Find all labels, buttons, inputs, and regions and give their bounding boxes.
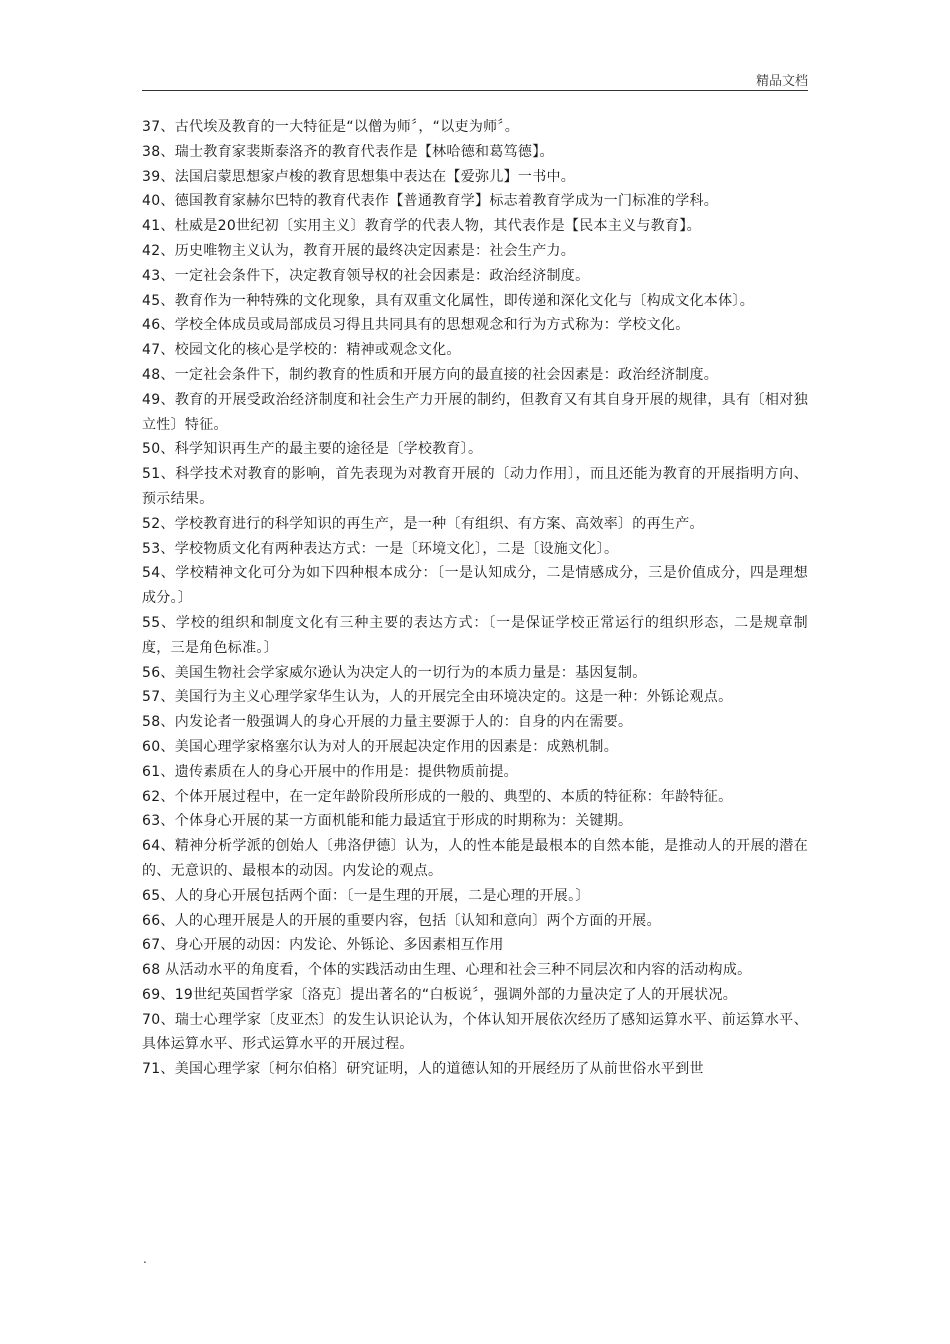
list-item: 46、学校全体成员或局部成员习得且共同具有的思想观念和行为方式称为：学校文化。 [142,317,690,334]
list-item: 54、学校精神文化可分为如下四种根本成分：〔一是认知成分，二是情感成分，三是价值成分，四是理想成分。〕 [142,565,808,607]
list-item: 43、一定社会条件下，决定教育领导权的社会因素是：政治经济制度。 [142,267,590,284]
list-item: 38、瑞士教育家裴斯泰洛齐的教育代表作是【林哈德和葛笃德】。 [142,143,554,160]
list-item: 62、个体开展过程中，在一定年龄阶段所形成的一般的、典型的、本质的特征称：年龄特征。 [142,788,733,805]
list-item: 69、19世纪英国哲学家〔洛克〕提出著名的“白板说〞，强调外部的力量决定了人的开展状况。 [142,986,738,1003]
list-item: 55、学校的组织和制度文化有三种主要的表达方式：〔一是保证学校正常运行的组织形态，二是规章制度，三是角色标准。〕 [142,614,808,656]
list-item: 39、法国启蒙思想家卢梭的教育思想集中表达在【爱弥儿】一书中。 [142,168,576,185]
list-item: 61、遗传素质在人的身心开展中的作用是：提供物质前提。 [142,763,518,780]
list-item: 41、杜威是20世纪初〔实用主义〕教育学的代表人物，其代表作是【民本主义与教育】。 [142,218,701,235]
list-item: 42、历史唯物主义认为，教育开展的最终决定因素是：社会生产力。 [142,242,576,259]
list-item: 70、瑞士心理学家〔皮亚杰〕的发生认识论认为，个体认知开展依次经历了感知运算水平、前运算水平、具体运算水平、形式运算水平的开展过程。 [142,1011,808,1053]
page-footer-mark: . [143,1252,147,1266]
list-item: 56、美国生物社会学家威尔逊认为决定人的一切行为的本质力量是：基因复制。 [142,664,647,681]
list-item: 63、个体身心开展的某一方面机能和能力最适宜于形成的时期称为：关键期。 [142,813,633,830]
list-item: 47、校园文化的核心是学校的：精神或观念文化。 [142,342,461,359]
list-item: 58、内发论者一般强调人的身心开展的力量主要源于人的：自身的内在需要。 [142,714,633,731]
list-item: 57、美国行为主义心理学家华生认为，人的开展完全由环境决定的。这是一种：外铄论观点。 [142,689,733,706]
list-item: 52、学校教育进行的科学知识的再生产，是一种〔有组织、有方案、高效率〕的再生产。 [142,515,704,532]
list-item: 50、科学知识再生产的最主要的途径是〔学校教育〕。 [142,441,483,458]
list-item: 68 从活动水平的角度看，个体的实践活动由生理、心理和社会三种不同层次和内容的活动构成。 [142,962,752,979]
list-item: 65、人的身心开展包括两个面：〔一是生理的开展，二是心理的开展。〕 [142,887,590,904]
list-item: 40、德国教育家赫尔巴特的教育代表作【普通教育学】标志着教育学成为一门标准的学科。 [142,193,719,210]
list-item: 67、身心开展的动因：内发论、外铄论、多因素相互作用 [142,937,504,954]
list-item: 60、美国心理学家格塞尔认为对人的开展起决定作用的因素是：成熟机制。 [142,738,619,755]
header-label: 精品文档 [755,74,808,89]
document-body [142,115,808,1082]
list-item: 48、一定社会条件下，制约教育的性质和开展方向的最直接的社会因素是：政治经济制度。 [142,366,719,383]
list-item: 64、精神分析学派的创始人〔弗洛伊德〕认为，人的性本能是最根本的自然本能，是推动人的开展的潜在的、无意识的、最根本的动因。内发论的观点。 [142,838,808,879]
page-header [142,68,808,91]
list-item: 49、教育的开展受政治经济制度和社会生产力开展的制约，但教育又有其自身开展的规律，具有〔相对独立性〕特征。 [142,391,808,433]
list-item: 66、人的心理开展是人的开展的重要内容，包括〔认知和意向〕两个方面的开展。 [142,912,661,929]
list-item: 37、古代埃及教育的一大特征是“以僧为师〞，“以吏为师〞。 [142,119,520,135]
list-item: 71、美国心理学家〔柯尔伯格〕研究证明，人的道德认知的开展经历了从前世俗水平到世 [142,1061,704,1078]
list-item: 53、学校物质文化有两种表达方式：一是〔环境文化〕，二是〔设施文化〕。 [142,540,619,557]
list-item: 51、科学技术对教育的影响，首先表现为对教育开展的〔动力作用〕，而且还能为教育的开展指明方向、预示结果。 [142,466,808,507]
list-item: 45、教育作为一种特殊的文化现象，具有双重文化属性，即传递和深化文化与〔构成文化本体〕。 [142,292,755,309]
